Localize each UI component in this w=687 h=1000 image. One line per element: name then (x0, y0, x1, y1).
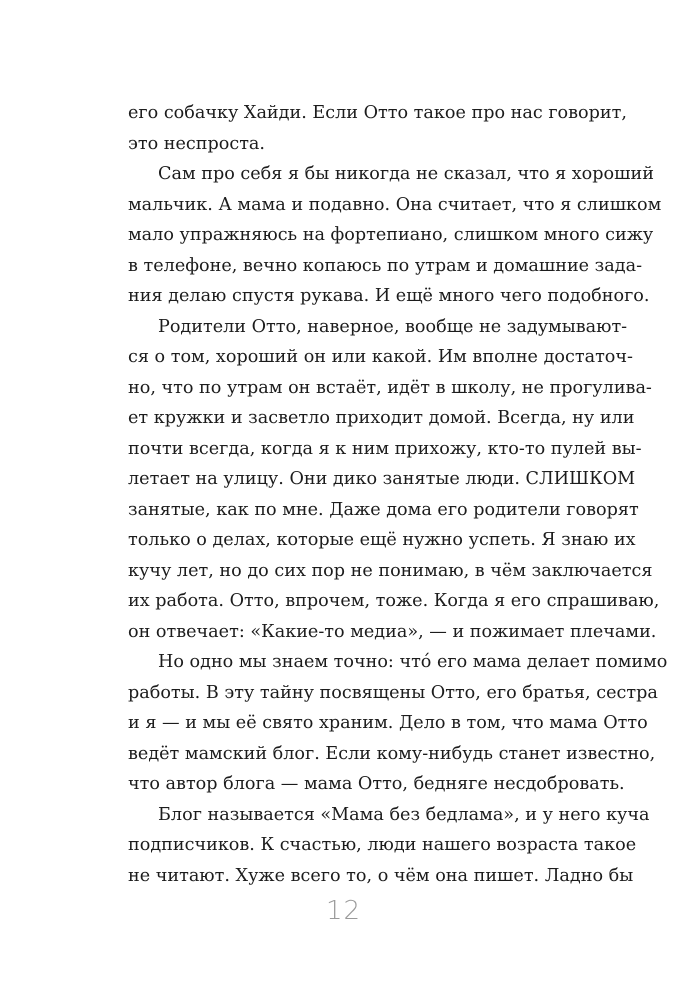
text-line: кучу лет, но до сих пор не понимаю, в чём заключается (128, 560, 653, 581)
text-line: Но одно мы знаем точно: что́ его мама делает помимо (158, 652, 668, 672)
text-line: их работа. Отто, впрочем, тоже. Когда я его спрашиваю, (128, 591, 660, 611)
text-line: подписчиков. К счастью, люди нашего возраста такое (128, 835, 637, 855)
text-line: он отвечает: «Какие-то медиа», — и пожимает плечами. (128, 621, 657, 642)
text-line: ведёт мамский блог. Если кому-нибудь станет известно, (128, 743, 656, 764)
text-line: но, что по утрам он встаёт, идёт в школу, не прогулива- (128, 377, 652, 398)
text-line: занятые, как по мне. Даже дома его родители говорят (128, 499, 639, 520)
text-line: и я — и мы её свято храним. Дело в том, что мама Отто (128, 713, 648, 733)
text-line: ния делаю спустя рукава. И ещё много чего подобного. (128, 286, 650, 306)
text-line: почти всегда, когда я к ним прихожу, кто-то пулей вы- (128, 438, 642, 459)
text-line: Блог называется «Мама без бедлама», и у него куча (158, 804, 650, 825)
text-line: ет кружки и засветло приходит домой. Всегда, ну или (128, 408, 635, 428)
text-line: мало упражняюсь на фортепиано, слишком много сижу (128, 225, 654, 245)
text-line: что автор блога — мама Отто, бедняге несдобровать. (128, 774, 625, 794)
text-line: не читают. Хуже всего то, о чём она пишет. Ладно бы (128, 865, 634, 886)
text-line: мальчик. А мама и подавно. Она считает, что я слишком (128, 194, 662, 215)
text-line: работы. В эту тайну посвящены Отто, его братья, сестра (128, 682, 658, 703)
text-line: летает на улицу. Они дико занятые люди. СЛИШКОМ (128, 469, 636, 489)
text-line: только о делах, которые ещё нужно успеть. Я знаю их (128, 530, 636, 550)
text-line: это неспроста. (128, 133, 266, 154)
text-line: Родители Отто, наверное, вообще не задумывают- (158, 316, 628, 337)
text-line: в телефоне, вечно копаюсь по утрам и домашние зада- (128, 255, 643, 276)
page-number: 12 (325, 896, 362, 926)
text-line: ся о том, хороший он или какой. Им вполне достаточ- (128, 347, 633, 367)
body-text (128, 98, 668, 891)
text-line: его собачку Хайди. Если Отто такое про нас говорит, (128, 103, 627, 123)
text-line: Сам про себя я бы никогда не сказал, что я хороший (158, 164, 654, 184)
